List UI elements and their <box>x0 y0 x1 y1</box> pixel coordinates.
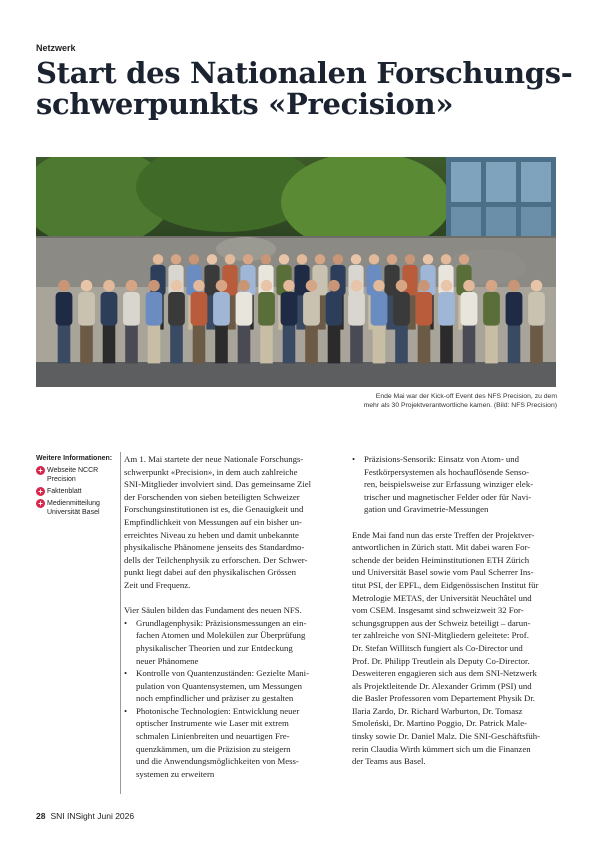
person-figure <box>168 280 185 363</box>
person-figure <box>506 280 523 363</box>
title-line-1: Start des Nationalen Forschungs- <box>36 56 573 90</box>
article-column-2 <box>352 453 564 768</box>
more-info-heading: Weitere Informationen: <box>36 455 113 462</box>
person-figure <box>483 280 500 363</box>
person-figure <box>393 280 410 363</box>
section-label: Netzwerk <box>36 43 76 53</box>
publication-name: SNI INSight Juni 2026 <box>50 811 135 821</box>
link-press-release[interactable] <box>36 499 114 517</box>
person-figure <box>258 280 275 363</box>
intro-paragraph: Am 1. Mai startete der neue Nationale Forschungs- schwerpunkt «Precision», in dem auch zahlreiche SNI-Mitglieder involviert sind. Das gemeinsame Ziel der Forschenden von sieben beteiligten Schweizer Forschungsinstitutionen ist es, die Genauigkeit und Empfindlichkeit von Messungen auf ein bisher un- erreichtes Niveau zu heben und damit unbekannte physikalische Phänomene jenseits des Standardmo- dells der Teilchenphysik zu erforschen. Der Schwer- punkt liegt dabei auf den physikalischen Grössen Zeit und Frequenz. <box>124 454 312 590</box>
photo-caption <box>340 392 557 410</box>
pillars-list-continued <box>352 453 564 516</box>
person-figure <box>146 280 163 363</box>
person-figure <box>416 280 433 363</box>
list-item: • Kontrolle von Quantenzuständen: Gezielte Mani- pulation von Quantensystemen, um Messungen noch empfindlicher und präziser zu gestalten <box>124 667 336 705</box>
group-photo <box>36 157 556 387</box>
link-label: Medienmitteilung Universität Basel <box>47 500 100 516</box>
list-item: • Grundlagenphysik: Präzisionsmessungen an ein- fachen Atomen und Molekülen zur Überprüfung physikalischer Theorien und zur Entdeckung neuer Phänomene <box>124 617 336 667</box>
link-factsheet[interactable] <box>36 487 114 496</box>
page-footer <box>36 811 134 821</box>
person-figure <box>123 280 140 363</box>
caption-line-1: Ende Mai war der Kick-off Event des NFS Precision, zu dem <box>375 393 557 400</box>
list-item: • Präzisions-Sensorik: Einsatz von Atom- und Festkörpersystemen als hochauflösende Senso- ren, beispielsweise zur Erfassung winziger elek- trischer und magnetischer Felder oder für Navi- gation und Gravimetrie-Messungen <box>352 453 564 516</box>
more-info-sidebar <box>36 455 114 520</box>
person-figure <box>348 280 365 363</box>
plus-icon: + <box>36 466 45 475</box>
person-figure <box>438 280 455 363</box>
page-title <box>36 58 576 120</box>
title-line-2: schwerpunkts «Precision» <box>36 87 454 121</box>
person-figure <box>213 280 230 363</box>
pillars-intro: Vier Säulen bilden das Fundament des neuen NFS. <box>124 605 302 616</box>
article-column-1 <box>124 453 336 780</box>
page-number: 28 <box>36 811 46 821</box>
person-figure <box>101 280 118 363</box>
plus-icon: + <box>36 487 45 496</box>
meeting-paragraph: Ende Mai fand nun das erste Treffen der Projektver- antwortlichen in Zürich statt. Mit dabei waren For- schende der beiden Heiminstitutionen ETH Zürich und Universität Basel sowie vom Paul Scherrer Ins- titut PSI, der EPFL, dem Eidgenössischen Institut für Metrologie METAS, der Universität Neuchâtel und vom CSEM. Insgesamt sind schweizweit 32 For- schungsgruppen aus der Schweiz beteiligt – darun- ter zahlreiche von SNI-Mitgliedern geleitete: Prof. Dr. Stefan Willitsch fungiert als Co-Director und Prof. Dr. Philipp Treutlein als Deputy Co-Director. Desweiteren engagieren sich aus dem SNI-Netzwerk als Projektleitende Dr. Alexander Grimm (PSI) und die Basler Professoren vom Departement Physik Dr. Ilaria Zardo, Dr. Richard Warburton, Dr. Tomasz Smoleński, Dr. Martino Poggio, Dr. Patrick Male- tinsky sowie Dr. Daniel Malz. Die SNI-Geschäftsfüh- rerin Claudia Wirth kümmert sich um die Finanzen der Teams aus Basel. <box>352 529 541 767</box>
person-figure <box>236 280 253 363</box>
list-item: • Photonische Technologien: Entwicklung neuer optischer Instrumente wie Laser mit extrem schmalen Linienbreiten und neuartigen Fre- quenzkämmen, um die Präzision zu steigern und die Anwendungsmöglichkeiten von Mess- systemen zu erweitern <box>124 705 336 781</box>
link-website-nccr[interactable] <box>36 466 114 484</box>
person-figure <box>461 280 478 363</box>
pillars-list <box>124 617 336 781</box>
link-label: Faktenblatt <box>47 488 82 495</box>
person-figure <box>191 280 208 363</box>
person-figure <box>56 280 73 363</box>
link-label: Webseite NCCR Precision <box>47 467 99 483</box>
person-figure <box>78 280 95 363</box>
column-divider <box>120 452 121 794</box>
person-figure <box>326 280 343 363</box>
person-figure <box>528 280 545 363</box>
person-figure <box>281 280 298 363</box>
caption-line-2: mehr als 30 Projektverantwortliche kamen. (Bild: NFS Precision) <box>363 402 557 409</box>
plus-icon: + <box>36 499 45 508</box>
person-figure <box>303 280 320 363</box>
person-figure <box>371 280 388 363</box>
